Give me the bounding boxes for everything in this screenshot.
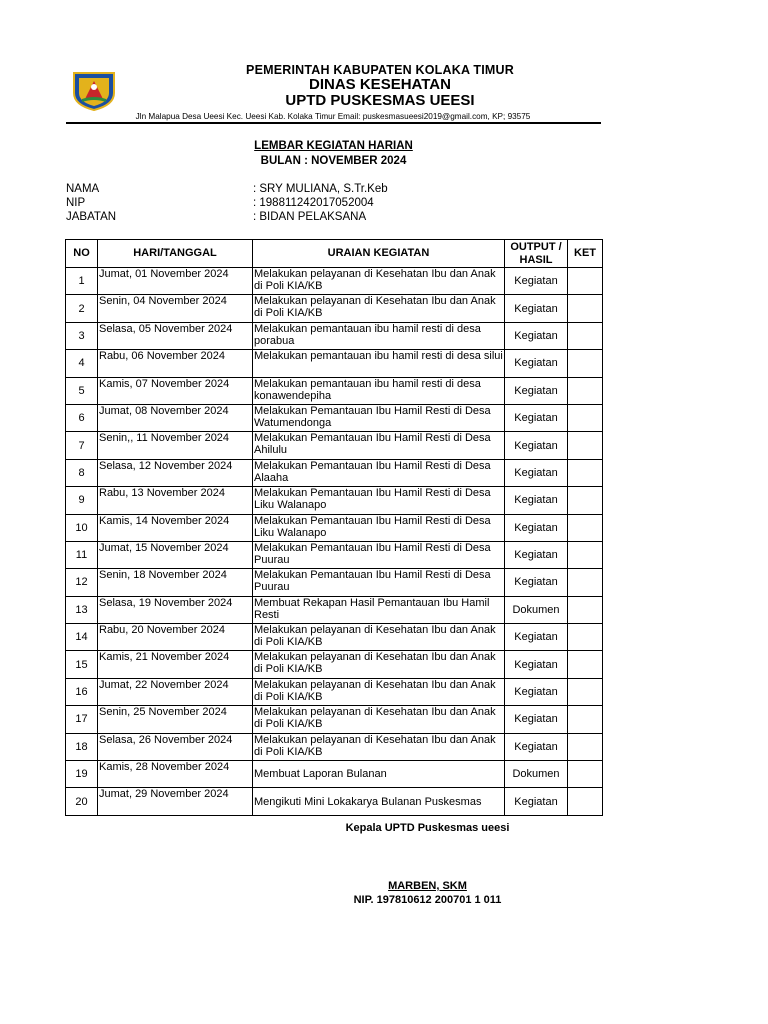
info-value: : 198811242017052004	[253, 197, 374, 209]
cell-output: Kegiatan	[505, 268, 568, 295]
cell-ket	[568, 487, 603, 514]
cell-tanggal: Senin, 18 November 2024	[98, 569, 253, 596]
table-header-row	[66, 240, 603, 268]
cell-no: 14	[66, 624, 98, 651]
cell-tanggal: Rabu, 13 November 2024	[98, 487, 253, 514]
table-row	[66, 350, 603, 377]
table-row	[66, 678, 603, 705]
cell-tanggal: Senin,, 11 November 2024	[98, 432, 253, 459]
table-row	[66, 706, 603, 733]
activity-table	[65, 239, 603, 816]
cell-tanggal: Kamis, 14 November 2024	[98, 514, 253, 541]
cell-tanggal: Rabu, 20 November 2024	[98, 624, 253, 651]
cell-tanggal: Jumat, 22 November 2024	[98, 678, 253, 705]
header-tanggal: HARI/TANGGAL	[98, 240, 253, 268]
cell-output: Dokumen	[505, 761, 568, 788]
cell-no: 17	[66, 706, 98, 733]
cell-no: 13	[66, 596, 98, 623]
cell-ket	[568, 295, 603, 322]
cell-ket	[568, 733, 603, 760]
cell-uraian: Melakukan Pemantauan Ibu Hamil Resti di Desa Puurau	[253, 569, 505, 596]
cell-output: Kegiatan	[505, 678, 568, 705]
document-month: BULAN : NOVEMBER 2024	[260, 155, 407, 167]
cell-output: Kegiatan	[505, 487, 568, 514]
table-row	[66, 733, 603, 760]
cell-tanggal: Jumat, 08 November 2024	[98, 404, 253, 431]
cell-output: Kegiatan	[505, 624, 568, 651]
cell-no: 16	[66, 678, 98, 705]
table-row	[66, 432, 603, 459]
cell-output: Kegiatan	[505, 514, 568, 541]
cell-no: 11	[66, 541, 98, 568]
cell-ket	[568, 761, 603, 788]
cell-output: Kegiatan	[505, 350, 568, 377]
cell-output: Kegiatan	[505, 404, 568, 431]
cell-output: Dokumen	[505, 596, 568, 623]
cell-no: 3	[66, 322, 98, 349]
header-address: Jln Malapua Desa Ueesi Kec. Ueesi Kab. Kolaka Timur Email: puskesmasueesi2019@gmail.com, KP; 93575	[135, 112, 531, 121]
cell-no: 9	[66, 487, 98, 514]
table-row	[66, 569, 603, 596]
cell-ket	[568, 541, 603, 568]
cell-tanggal: Rabu, 06 November 2024	[98, 350, 253, 377]
cell-uraian: Melakukan pelayanan di Kesehatan Ibu dan Anak di Poli KIA/KB	[253, 678, 505, 705]
table-row	[66, 596, 603, 623]
document-title: LEMBAR KEGIATAN HARIAN	[254, 140, 413, 152]
cell-tanggal: Kamis, 28 November 2024	[98, 761, 253, 788]
cell-uraian: Melakukan Pemantauan Ibu Hamil Resti di Desa Liku Walanapo	[253, 487, 505, 514]
info-label: NAMA	[66, 183, 100, 195]
cell-ket	[568, 596, 603, 623]
cell-no: 2	[66, 295, 98, 322]
cell-no: 15	[66, 651, 98, 678]
cell-no: 12	[66, 569, 98, 596]
cell-no: 5	[66, 377, 98, 404]
cell-output: Kegiatan	[505, 651, 568, 678]
cell-no: 8	[66, 459, 98, 486]
header-government: PEMERINTAH KABUPATEN KOLAKA TIMUR	[246, 63, 514, 77]
cell-ket	[568, 350, 603, 377]
cell-no: 1	[66, 268, 98, 295]
cell-uraian: Melakukan pelayanan di Kesehatan Ibu dan Anak di Poli KIA/KB	[253, 651, 505, 678]
cell-output: Kegiatan	[505, 459, 568, 486]
cell-ket	[568, 322, 603, 349]
table-row	[66, 459, 603, 486]
cell-tanggal: Selasa, 12 November 2024	[98, 459, 253, 486]
cell-output: Kegiatan	[505, 295, 568, 322]
info-label: JABATAN	[66, 211, 117, 223]
kolaka-timur-emblem-icon	[70, 69, 118, 111]
cell-no: 6	[66, 404, 98, 431]
table-row	[66, 377, 603, 404]
cell-uraian: Melakukan pelayanan di Kesehatan Ibu dan Anak di Poli KIA/KB	[253, 268, 505, 295]
table-row	[66, 761, 603, 788]
cell-uraian: Melakukan pelayanan di Kesehatan Ibu dan Anak di Poli KIA/KB	[253, 733, 505, 760]
cell-output: Kegiatan	[505, 377, 568, 404]
cell-ket	[568, 678, 603, 705]
table-row	[66, 404, 603, 431]
signature-position: Kepala UPTD Puskesmas ueesi	[345, 822, 510, 834]
cell-uraian: Melakukan pemantauan ibu hamil resti di desa konawendepiha	[253, 377, 505, 404]
cell-output: Kegiatan	[505, 541, 568, 568]
table-row	[66, 788, 603, 816]
cell-ket	[568, 459, 603, 486]
cell-uraian: Mengikuti Mini Lokakarya Bulanan Puskesmas	[253, 788, 505, 816]
cell-uraian: Membuat Laporan Bulanan	[253, 761, 505, 788]
cell-no: 19	[66, 761, 98, 788]
cell-tanggal: Senin, 25 November 2024	[98, 706, 253, 733]
info-value: : SRY MULIANA, S.Tr.Keb	[253, 183, 388, 195]
cell-tanggal: Jumat, 29 November 2024	[98, 788, 253, 816]
cell-tanggal: Selasa, 26 November 2024	[98, 733, 253, 760]
header-ket: KET	[568, 240, 603, 268]
cell-output: Kegiatan	[505, 788, 568, 816]
cell-uraian: Melakukan Pemantauan Ibu Hamil Resti di Desa Watumendonga	[253, 404, 505, 431]
signature-nip: NIP. 197810612 200701 1 011	[353, 894, 502, 906]
cell-ket	[568, 569, 603, 596]
table-row	[66, 487, 603, 514]
cell-ket	[568, 514, 603, 541]
cell-no: 10	[66, 514, 98, 541]
cell-tanggal: Jumat, 01 November 2024	[98, 268, 253, 295]
table-row	[66, 541, 603, 568]
cell-ket	[568, 788, 603, 816]
cell-tanggal: Kamis, 21 November 2024	[98, 651, 253, 678]
table-row	[66, 295, 603, 322]
header-agency: DINAS KESEHATAN	[309, 76, 451, 93]
cell-ket	[568, 706, 603, 733]
cell-tanggal: Kamis, 07 November 2024	[98, 377, 253, 404]
table-row	[66, 268, 603, 295]
cell-output: Kegiatan	[505, 322, 568, 349]
cell-uraian: Melakukan pelayanan di Kesehatan Ibu dan Anak di Poli KIA/KB	[253, 624, 505, 651]
cell-uraian: Melakukan pelayanan di Kesehatan Ibu dan Anak di Poli KIA/KB	[253, 295, 505, 322]
table-row	[66, 624, 603, 651]
signature-name: MARBEN, SKM	[388, 880, 467, 892]
header-uraian: URAIAN KEGIATAN	[253, 240, 505, 268]
header-divider	[66, 122, 601, 124]
cell-uraian: Melakukan pemantauan ibu hamil resti di desa silui	[253, 350, 505, 377]
cell-tanggal: Senin, 04 November 2024	[98, 295, 253, 322]
table-row	[66, 651, 603, 678]
cell-uraian: Melakukan Pemantauan Ibu Hamil Resti di Desa Ahilulu	[253, 432, 505, 459]
cell-uraian: Melakukan Pemantauan Ibu Hamil Resti di Desa Liku Walanapo	[253, 514, 505, 541]
cell-output: Kegiatan	[505, 706, 568, 733]
cell-ket	[568, 377, 603, 404]
cell-output: Kegiatan	[505, 569, 568, 596]
cell-ket	[568, 651, 603, 678]
info-label: NIP	[66, 197, 86, 209]
table-row	[66, 514, 603, 541]
info-value: : BIDAN PELAKSANA	[253, 211, 367, 223]
header-output: OUTPUT / HASIL	[505, 240, 568, 268]
cell-uraian: Melakukan pelayanan di Kesehatan Ibu dan Anak di Poli KIA/KB	[253, 706, 505, 733]
cell-ket	[568, 268, 603, 295]
cell-output: Kegiatan	[505, 432, 568, 459]
cell-no: 4	[66, 350, 98, 377]
cell-tanggal: Selasa, 19 November 2024	[98, 596, 253, 623]
cell-no: 7	[66, 432, 98, 459]
cell-ket	[568, 624, 603, 651]
cell-output: Kegiatan	[505, 733, 568, 760]
cell-uraian: Membuat Rekapan Hasil Pemantauan Ibu Hamil Resti	[253, 596, 505, 623]
table-row	[66, 322, 603, 349]
cell-no: 20	[66, 788, 98, 816]
cell-ket	[568, 432, 603, 459]
cell-uraian: Melakukan Pemantauan Ibu Hamil Resti di Desa Alaaha	[253, 459, 505, 486]
header-unit: UPTD PUSKESMAS UEESI	[285, 92, 475, 109]
cell-uraian: Melakukan Pemantauan Ibu Hamil Resti di Desa Puurau	[253, 541, 505, 568]
cell-no: 18	[66, 733, 98, 760]
header-no: NO	[66, 240, 98, 268]
cell-tanggal: Selasa, 05 November 2024	[98, 322, 253, 349]
cell-uraian: Melakukan pemantauan ibu hamil resti di desa porabua	[253, 322, 505, 349]
cell-ket	[568, 404, 603, 431]
cell-tanggal: Jumat, 15 November 2024	[98, 541, 253, 568]
